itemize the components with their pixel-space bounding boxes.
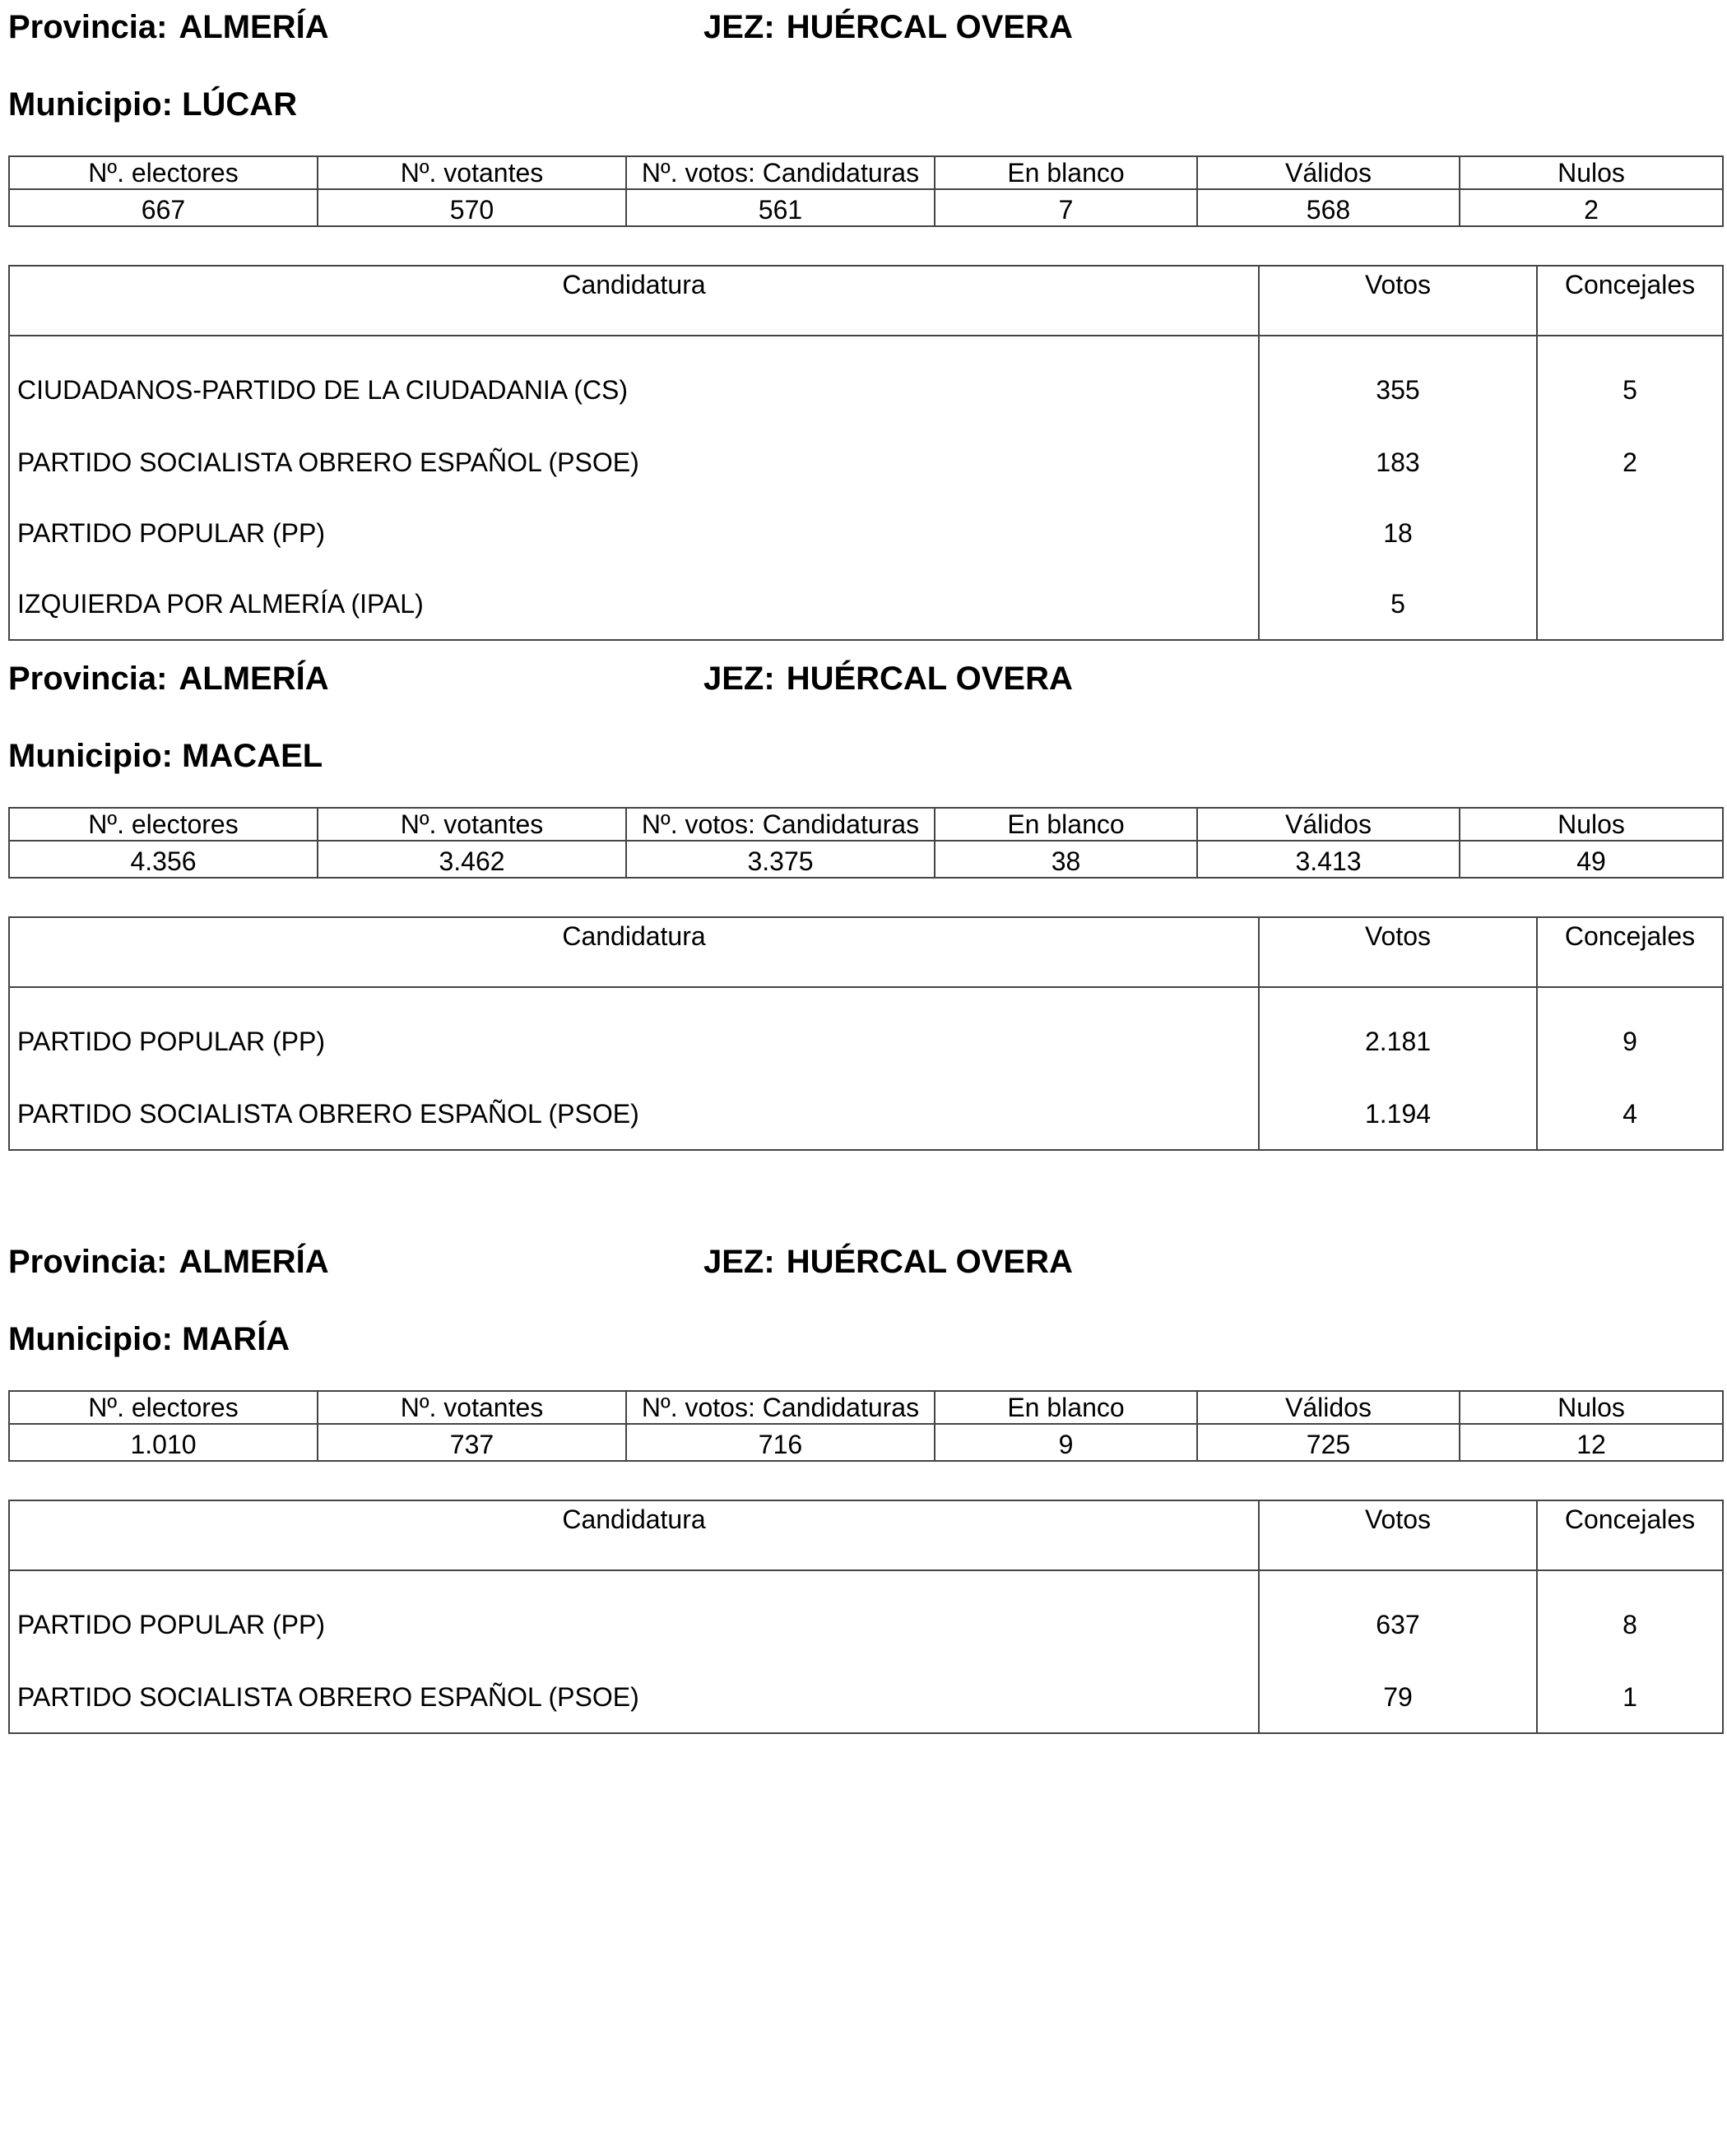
candidatura-concejales <box>1537 568 1723 640</box>
provincia-value: ALMERÍA <box>179 661 329 697</box>
nulos-value: 49 <box>1460 846 1723 878</box>
en-blanco-header: En blanco <box>935 1391 1197 1424</box>
en-blanco-header: En blanco <box>935 808 1197 841</box>
summary-header-row <box>9 808 1723 841</box>
en-blanco-header: En blanco <box>935 156 1197 189</box>
electores-header: Nº. electores <box>9 156 318 189</box>
candidatura-votos: 355 <box>1259 336 1537 427</box>
validos-header: Válidos <box>1197 156 1460 189</box>
municipio-value: MACAEL <box>182 738 323 774</box>
nulos-header: Nulos <box>1460 1391 1723 1424</box>
provincia-value: ALMERÍA <box>179 9 329 45</box>
electores-value: 1.010 <box>9 1429 318 1461</box>
summary-values-row <box>9 194 1723 226</box>
candidatura-votos: 5 <box>1259 568 1537 640</box>
candidatura-name: PARTIDO POPULAR (PP) <box>9 987 1259 1078</box>
candidaturas-table <box>8 265 1724 641</box>
provincia-value: ALMERÍA <box>179 1244 329 1280</box>
candidatura-concejales: 2 <box>1537 427 1723 498</box>
table-row <box>9 336 1723 427</box>
electores-header: Nº. electores <box>9 808 318 841</box>
candidatura-header: Candidatura <box>9 266 1259 336</box>
candidatura-name: IZQUIERDA POR ALMERÍA (IPAL) <box>9 568 1259 640</box>
table-row <box>9 1078 1723 1150</box>
validos-value: 725 <box>1197 1429 1460 1461</box>
candidaturas-table <box>8 1500 1724 1734</box>
votos-header: Votos <box>1259 917 1537 987</box>
jez-line <box>703 1241 1073 1282</box>
jez-line <box>703 7 1073 48</box>
votos-header: Votos <box>1259 1500 1537 1570</box>
validos-value: 568 <box>1197 194 1460 226</box>
electores-header: Nº. electores <box>9 1391 318 1424</box>
candidaturas-header-row <box>9 1500 1723 1570</box>
candidatura-votos: 79 <box>1259 1662 1537 1733</box>
municipio-value: MARÍA <box>182 1321 290 1357</box>
provincia-line <box>8 1241 329 1282</box>
summary-values-row <box>9 1429 1723 1461</box>
provincia-label: Provincia: <box>8 661 168 697</box>
table-row <box>9 427 1723 498</box>
en-blanco-value: 38 <box>935 846 1197 878</box>
votos-candidaturas-header: Nº. votos: Candidaturas <box>626 1391 935 1424</box>
provincia-label: Provincia: <box>8 1244 168 1280</box>
jez-value: HUÉRCAL OVERA <box>786 1244 1073 1280</box>
en-blanco-value: 9 <box>935 1429 1197 1461</box>
candidatura-header: Candidatura <box>9 1500 1259 1570</box>
municipio-line <box>8 735 323 777</box>
candidatura-concejales: 9 <box>1537 987 1723 1078</box>
municipio-label: Municipio: <box>8 738 173 774</box>
nulos-value: 2 <box>1460 194 1723 226</box>
votos-candidaturas-header: Nº. votos: Candidaturas <box>626 156 935 189</box>
summary-table <box>8 1390 1724 1462</box>
votos-candidaturas-header: Nº. votos: Candidaturas <box>626 808 935 841</box>
concejales-header: Concejales <box>1537 1500 1723 1570</box>
candidatura-votos: 18 <box>1259 498 1537 568</box>
candidatura-concejales: 5 <box>1537 336 1723 427</box>
jez-value: HUÉRCAL OVERA <box>786 661 1073 697</box>
jez-label: JEZ: <box>703 9 775 45</box>
table-row <box>9 498 1723 568</box>
candidaturas-header-row <box>9 266 1723 336</box>
candidatura-votos: 183 <box>1259 427 1537 498</box>
municipio-label: Municipio: <box>8 86 173 123</box>
validos-value: 3.413 <box>1197 846 1460 878</box>
provincia-line <box>8 7 329 48</box>
candidatura-name: PARTIDO SOCIALISTA OBRERO ESPAÑOL (PSOE) <box>9 1662 1259 1733</box>
candidatura-votos: 2.181 <box>1259 987 1537 1078</box>
candidaturas-header-row <box>9 917 1723 987</box>
table-row <box>9 1662 1723 1733</box>
summary-table <box>8 807 1724 879</box>
nulos-header: Nulos <box>1460 156 1723 189</box>
nulos-value: 12 <box>1460 1429 1723 1461</box>
summary-table <box>8 155 1724 227</box>
nulos-header: Nulos <box>1460 808 1723 841</box>
candidatura-name: CIUDADANOS-PARTIDO DE LA CIUDADANIA (CS) <box>9 336 1259 427</box>
candidatura-votos: 637 <box>1259 1570 1537 1662</box>
votos-candidaturas-value: 716 <box>626 1429 935 1461</box>
validos-header: Válidos <box>1197 1391 1460 1424</box>
votos-candidaturas-value: 3.375 <box>626 846 935 878</box>
jez-value: HUÉRCAL OVERA <box>786 9 1073 45</box>
table-row <box>9 568 1723 640</box>
municipio-line <box>8 1319 290 1360</box>
candidatura-concejales: 1 <box>1537 1662 1723 1733</box>
candidatura-concejales: 8 <box>1537 1570 1723 1662</box>
provincia-label: Provincia: <box>8 9 168 45</box>
electores-value: 667 <box>9 194 318 226</box>
table-row <box>9 987 1723 1078</box>
votantes-header: Nº. votantes <box>318 808 626 841</box>
provincia-line <box>8 658 329 699</box>
candidatura-name: PARTIDO POPULAR (PP) <box>9 1570 1259 1662</box>
votantes-value: 3.462 <box>318 846 626 878</box>
municipio-label: Municipio: <box>8 1321 173 1357</box>
votantes-header: Nº. votantes <box>318 1391 626 1424</box>
votos-header: Votos <box>1259 266 1537 336</box>
candidatura-votos: 1.194 <box>1259 1078 1537 1150</box>
votantes-header: Nº. votantes <box>318 156 626 189</box>
candidatura-name: PARTIDO SOCIALISTA OBRERO ESPAÑOL (PSOE) <box>9 1078 1259 1150</box>
en-blanco-value: 7 <box>935 194 1197 226</box>
votantes-value: 570 <box>318 194 626 226</box>
electores-value: 4.356 <box>9 846 318 878</box>
municipio-value: LÚCAR <box>182 86 298 123</box>
summary-values-row <box>9 846 1723 878</box>
validos-header: Válidos <box>1197 808 1460 841</box>
candidatura-name: PARTIDO POPULAR (PP) <box>9 498 1259 568</box>
candidatura-header: Candidatura <box>9 917 1259 987</box>
municipio-line <box>8 84 297 125</box>
candidaturas-table <box>8 916 1724 1151</box>
jez-label: JEZ: <box>703 1244 775 1280</box>
candidatura-concejales: 4 <box>1537 1078 1723 1150</box>
table-row <box>9 1570 1723 1662</box>
votantes-value: 737 <box>318 1429 626 1461</box>
candidatura-name: PARTIDO SOCIALISTA OBRERO ESPAÑOL (PSOE) <box>9 427 1259 498</box>
jez-line <box>703 658 1073 699</box>
votos-candidaturas-value: 561 <box>626 194 935 226</box>
concejales-header: Concejales <box>1537 266 1723 336</box>
candidatura-concejales <box>1537 498 1723 568</box>
summary-header-row <box>9 1391 1723 1424</box>
concejales-header: Concejales <box>1537 917 1723 987</box>
jez-label: JEZ: <box>703 661 775 697</box>
summary-header-row <box>9 156 1723 189</box>
